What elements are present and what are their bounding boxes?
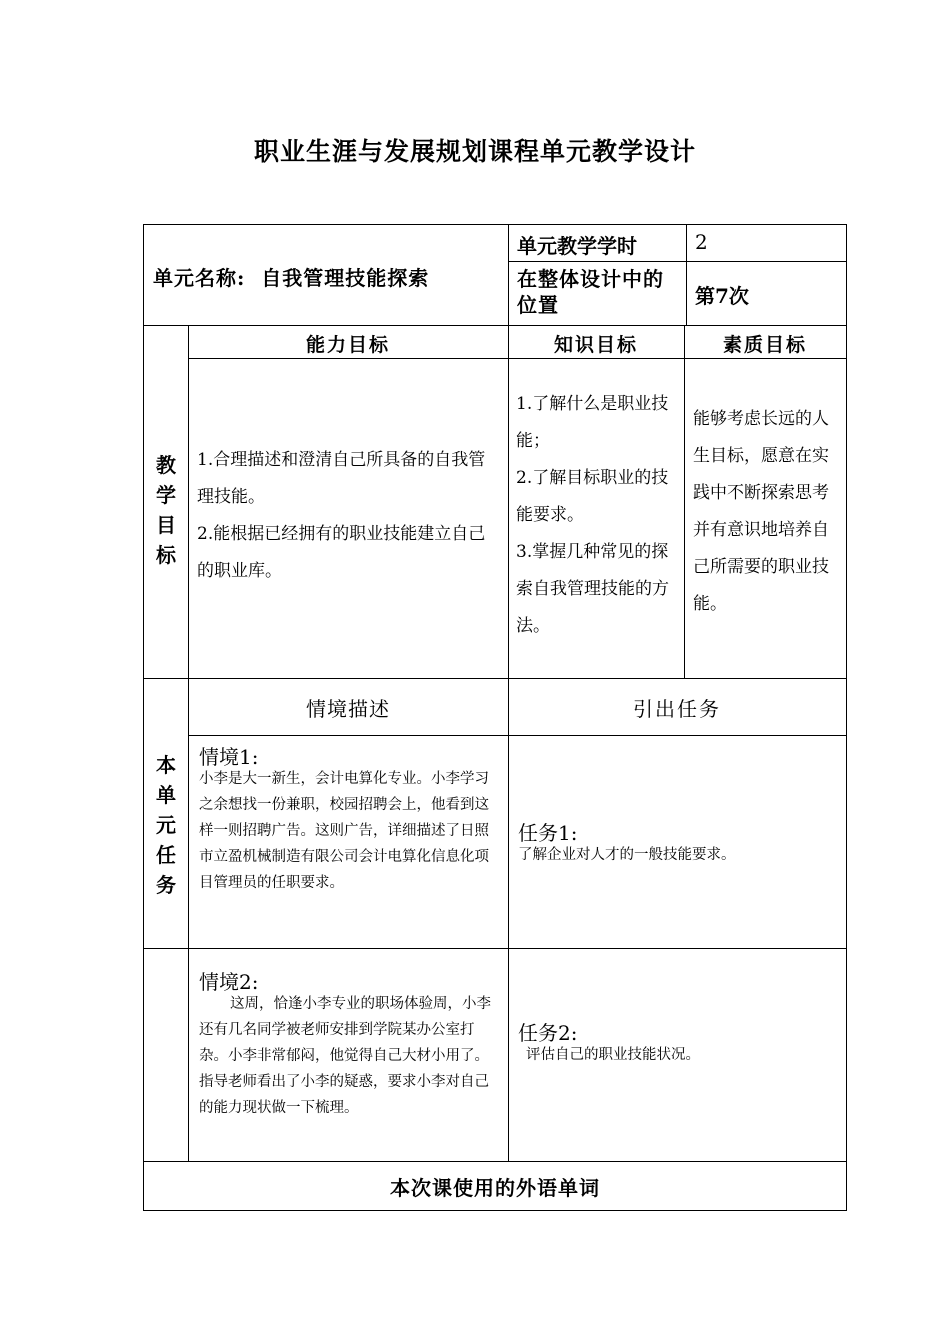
task-header: 引出任务 bbox=[633, 697, 721, 721]
task1-text: 了解企业对人才的一般技能要求。 bbox=[518, 847, 736, 863]
knowledge-goals bbox=[516, 386, 678, 645]
list-item: 2.能根据已经拥有的职业技能建立自己的职业库。 bbox=[197, 524, 486, 581]
scenario-header: 情境描述 bbox=[306, 697, 390, 721]
list-item: 1.合理描述和澄清自己所具备的自我管理技能。 bbox=[197, 450, 486, 507]
task2-title: 任务2: bbox=[518, 1021, 578, 1045]
unit-name: 单元名称: 自我管理技能探索 bbox=[153, 266, 430, 290]
ability-goals bbox=[197, 442, 497, 590]
ability-header: 能力目标 bbox=[305, 334, 390, 356]
scenario1-title: 情境1: bbox=[199, 745, 259, 769]
page-title: 职业生涯与发展规划课程单元教学设计 bbox=[253, 137, 696, 166]
position-value: 第7次 bbox=[695, 284, 749, 308]
scenario2-title: 情境2: bbox=[199, 970, 259, 994]
list-item: 3.掌握几种常见的探索自我管理技能的方法。 bbox=[516, 542, 669, 636]
quality-goals: 能够考虑长远的人生目标，愿意在实践中不断探索思考并有意识地培养自己所需要的职业技能。 bbox=[693, 409, 829, 614]
vocab-header: 本次课使用的外语单词 bbox=[390, 1176, 600, 1200]
task1-title: 任务1: bbox=[518, 821, 578, 845]
knowledge-header: 知识目标 bbox=[553, 334, 638, 356]
tasks-side-label: 本 单 元 任 务 bbox=[156, 753, 176, 897]
task2-text: 评估自己的职业技能状况。 bbox=[526, 1047, 700, 1063]
goals-side-label: 教 学 目 标 bbox=[156, 453, 176, 567]
list-item: 1.了解什么是职业技能； bbox=[516, 394, 669, 451]
hours-value: 2 bbox=[695, 230, 708, 254]
hours-label: 单元教学学时 bbox=[517, 234, 637, 258]
list-item: 2.了解目标职业的技能要求。 bbox=[516, 468, 669, 525]
scenario2-text: 这周，恰逢小李专业的职场体验周，小李还有几名同学被老师安排到学院某办公室打杂。小李非常郁闷，他觉得自己大材小用了。指导老师看出了小李的疑惑，要求小李对自己的能力现状做一下梳理。 bbox=[199, 996, 491, 1116]
scenario1-text: 小李是大一新生，会计电算化专业。小李学习之余想找一份兼职，校园招聘会上，他看到这样一则招聘广告。这则广告，详细描述了日照市立盈机械制造有限公司会计电算化信息化项目管理员的任职要求。 bbox=[199, 771, 489, 891]
position-label: 在整体设计中的位置 bbox=[517, 267, 664, 317]
quality-header: 素质目标 bbox=[722, 334, 807, 356]
